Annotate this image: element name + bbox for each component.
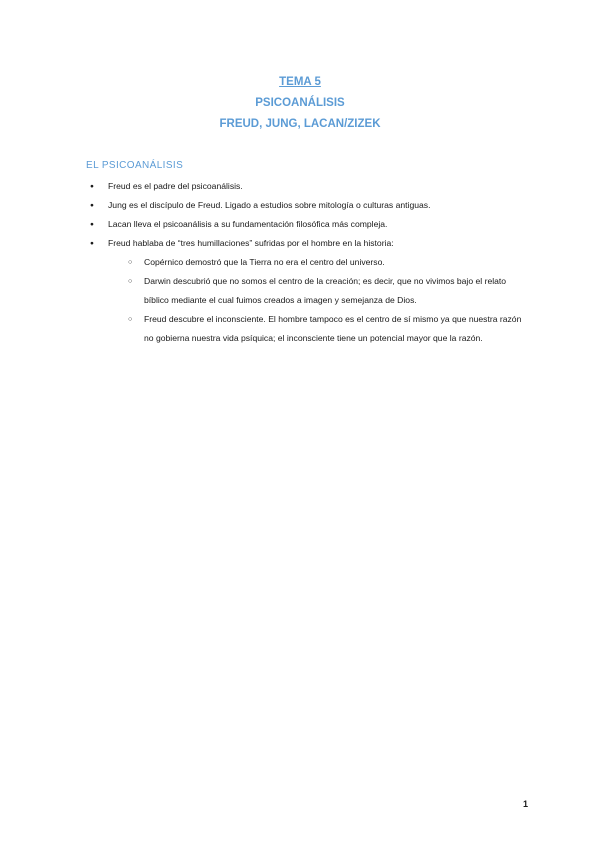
section-heading: EL PSICOANÁLISIS bbox=[86, 160, 184, 171]
title-block bbox=[0, 72, 600, 135]
tema-title: TEMA 5 bbox=[279, 76, 321, 88]
bullet-list bbox=[86, 177, 526, 348]
page-number: 1 bbox=[522, 799, 528, 809]
authors-title: FREUD, JUNG, LACAN/ZIZEK bbox=[219, 118, 381, 130]
list-item bbox=[86, 196, 526, 215]
sub-list-item bbox=[108, 253, 526, 272]
sub-list-item-text: Freud descubre el inconsciente. El hombre tampoco es el centro de sí mismo ya que nuestra razón no gobierna nuestra vida psíquica; el inconsciente tiene un potencial mayor que la razón. bbox=[144, 314, 522, 343]
list-item bbox=[86, 215, 526, 234]
list-item bbox=[86, 234, 526, 348]
sub-list-item-text: Copérnico demostró que la Tierra no era el centro del universo. bbox=[144, 257, 385, 267]
list-item-text: Jung es el discípulo de Freud. Ligado a estudios sobre mitología o culturas antiguas. bbox=[108, 200, 431, 210]
sub-list-item-text: Darwin descubrió que no somos el centro de la creación; es decir, que no vivimos bajo el relato bíblico mediante el cual fuimos creados a imagen y semejanza de Dios. bbox=[144, 276, 507, 305]
list-item-text: Lacan lleva el psicoanálisis a su fundamentación filosófica más compleja. bbox=[108, 219, 388, 229]
subject-title: PSICOANÁLISIS bbox=[255, 97, 345, 109]
list-item-text: Freud es el padre del psicoanálisis. bbox=[108, 181, 243, 191]
sub-list-item bbox=[108, 272, 526, 310]
list-item-text: Freud hablaba de “tres humillaciones” sufridas por el hombre en la historia: bbox=[108, 238, 394, 248]
list-item bbox=[86, 177, 526, 196]
sub-list-item bbox=[108, 310, 526, 348]
sub-bullet-list bbox=[108, 253, 526, 348]
